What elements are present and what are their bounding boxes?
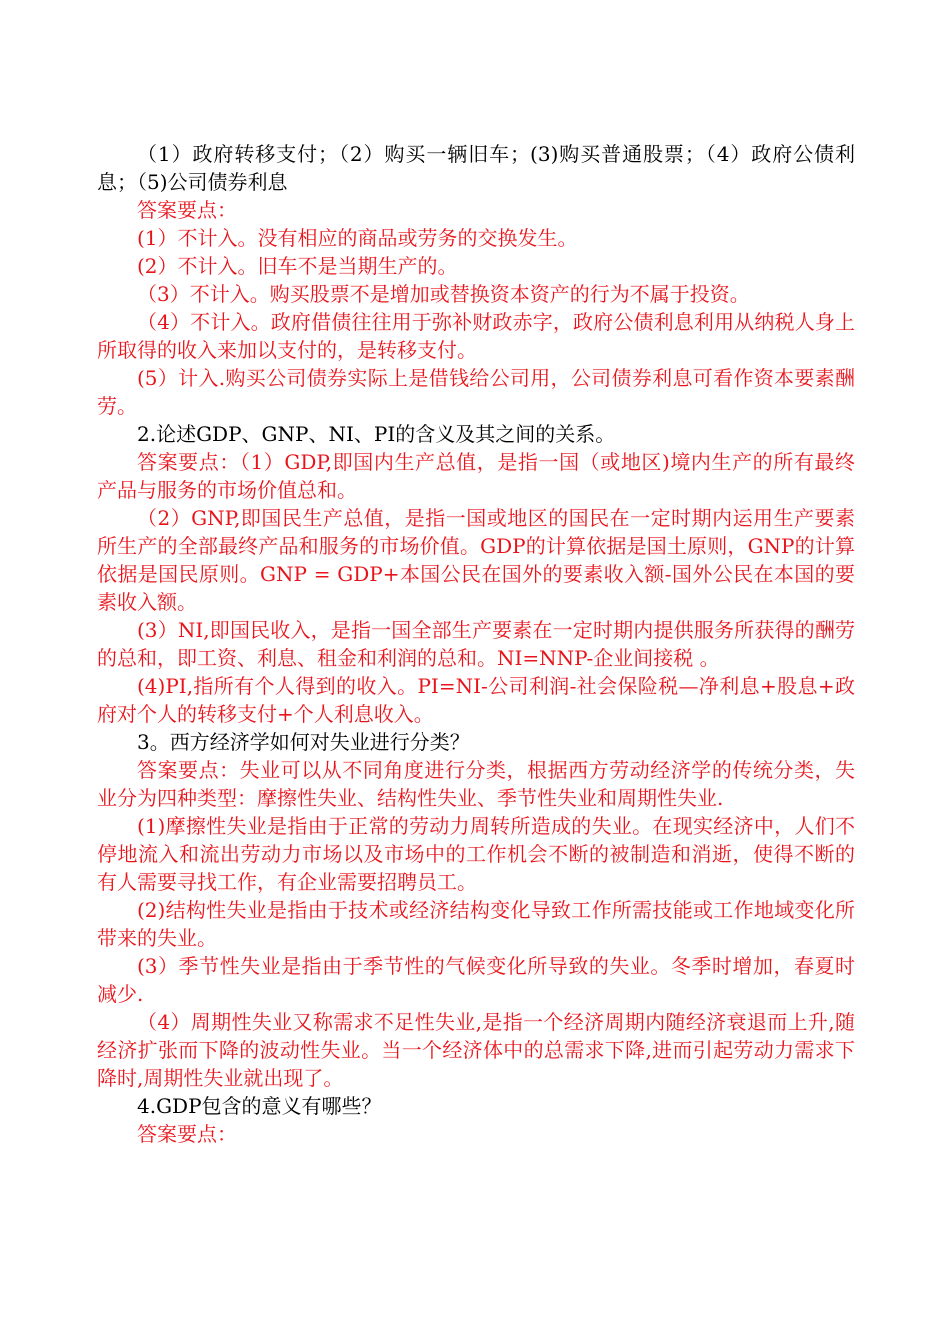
answer-2-ni: (3）NI,即国民收入，是指一国全部生产要素在一定时期内提供服务所获得的酬劳的总和，即工资、利息、租金和利润的总和。NI=NNP-企业间接税 。: [97, 618, 855, 670]
answer-1-point-3: （3）不计入。购买股票不是增加或替换资本资产的行为不属于投资。: [137, 282, 750, 306]
answer-1-heading: 答案要点：: [137, 198, 237, 222]
answer-2-gdp: 答案要点：（1）GDP,即国内生产总值，是指一国（或地区)境内生产的所有最终产品与服务的市场价值总和。: [97, 450, 855, 502]
document-page: [97, 140, 855, 1148]
answer-1-point-1: (1）不计入。没有相应的商品或劳务的交换发生。: [137, 226, 578, 250]
question-1-items: （1）政府转移支付；（2）购买一辆旧车；(3)购买普通股票；（4）政府公债利息；（5)公司债券利息: [97, 142, 855, 194]
answer-3-cyclical: （4）周期性失业又称需求不足性失业,是指一个经济周期内随经济衰退而上升,随经济扩张而下降的波动性失业。当一个经济体中的总需求下降,进而引起劳动力需求下降时,周期性失业就出现了。: [97, 1010, 855, 1090]
answer-1-point-5: (5）计入.购买公司债券实际上是借钱给公司用，公司债券利息可看作资本要素酬劳。: [97, 366, 855, 418]
answer-1-point-2: (2）不计入。旧车不是当期生产的。: [137, 254, 458, 278]
question-2: 2.论述GDP、GNP、NI、PI的含义及其之间的关系。: [137, 422, 616, 446]
answer-2-pi: (4)PI,指所有个人得到的收入。PI=NI-公司利润-社会保险税—净利息+股息+政府对个人的转移支付+个人利息收入。: [97, 674, 855, 726]
answer-4-heading: 答案要点：: [137, 1122, 237, 1146]
answer-3-seasonal: (3）季节性失业是指由于季节性的气候变化所导致的失业。冬季时增加，春夏时减少.: [97, 954, 855, 1006]
question-4: 4.GDP包含的意义有哪些？: [137, 1094, 382, 1118]
answer-3-summary: 答案要点：失业可以从不同角度进行分类，根据西方劳动经济学的传统分类，失业分为四种类型：摩擦性失业、结构性失业、季节性失业和周期性失业.: [97, 758, 855, 810]
answer-3-structural: (2)结构性失业是指由于技术或经济结构变化导致工作所需技能或工作地域变化所带来的失业。: [97, 898, 855, 950]
answer-2-gnp: （2）GNP,即国民生产总值，是指一国或地区的国民在一定时期内运用生产要素所生产的全部最终产品和服务的市场价值。GDP的计算依据是国土原则，GNP的计算依据是国民原则。GNP = GDP+本国公民在国外的要素收入额-国外公民在本国的要素收入额。: [97, 506, 855, 614]
answer-1-point-4: （4）不计入。政府借债往往用于弥补财政赤字，政府公债利息利用从纳税人身上所取得的收入来加以支付的，是转移支付。: [97, 310, 855, 362]
answer-3-frictional: (1)摩擦性失业是指由于正常的劳动力周转所造成的失业。在现实经济中，人们不停地流入和流出劳动力市场以及市场中的工作机会不断的被制造和消逝，使得不断的有人需要寻找工作，有企业需要招聘员工。: [97, 814, 855, 894]
question-3: 3。西方经济学如何对失业进行分类？: [137, 730, 470, 754]
